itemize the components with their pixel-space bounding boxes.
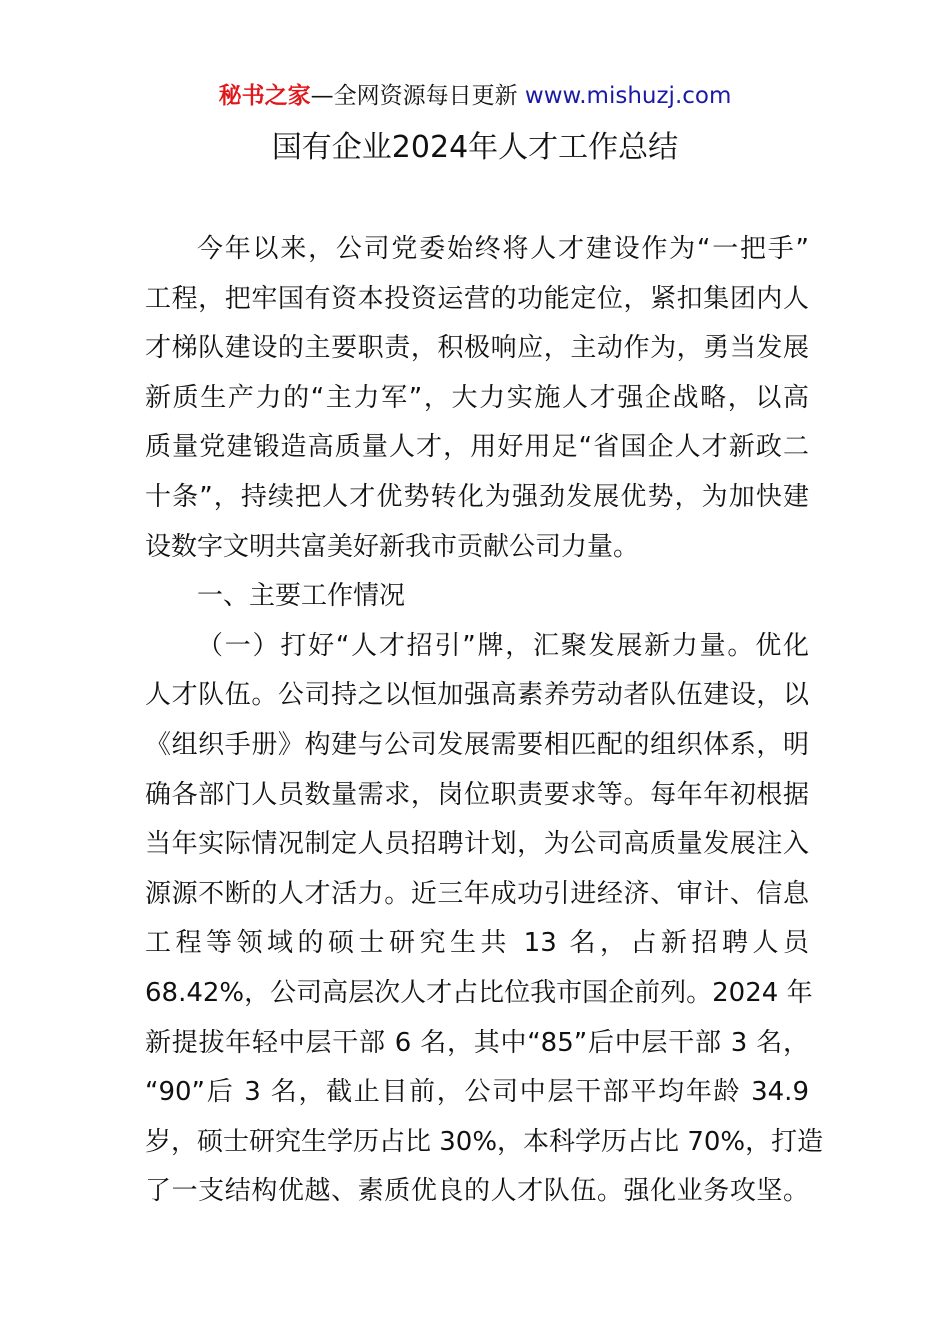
site-url-link[interactable]: www.mishuzj.com (524, 83, 732, 109)
body-line: 质量党建锻造高质量人才，用好用足“省国企人才新政二 (145, 432, 809, 463)
site-header (0, 80, 950, 112)
body-line: 新质生产力的“主力军”，大力实施人才强企战略，以高 (145, 382, 809, 413)
document-title: 国有企业2024年人才工作总结 (271, 130, 679, 165)
site-tagline: —全网资源每日更新 (310, 83, 525, 109)
body-line: 十条”，持续把人才优势转化为强劲发展优势，为加快建 (145, 481, 809, 512)
body-line: 人才队伍。公司持之以恒加强高素养劳动者队伍建设，以 (145, 680, 809, 711)
body-line: 工程等领域的硕士研究生共 13 名，占新招聘人员 (145, 928, 809, 959)
body-line: 68.42%，公司高层次人才占比位我市国企前列。2024 年 (145, 977, 813, 1008)
body-line: 才梯队建设的主要职责，积极响应，主动作为，勇当发展 (145, 333, 809, 364)
body-line: 岁，硕士研究生学历占比 30%，本科学历占比 70%，打造 (145, 1126, 824, 1157)
body-line: 今年以来，公司党委始终将人才建设作为“一把手” (197, 234, 809, 264)
body-line: 当年实际情况制定人员招聘计划，为公司高质量发展注入 (145, 829, 809, 860)
document-body (145, 225, 824, 1217)
section-heading: 一、主要工作情况 (197, 581, 406, 612)
body-line: 源源不断的人才活力。近三年成功引进经济、审计、信息 (145, 878, 809, 909)
body-line: 设数字文明共富美好新我市贡献公司力量。 (145, 531, 640, 562)
body-line: 了一支结构优越、素质优良的人才队伍。强化业务攻坚。 (145, 1176, 809, 1207)
site-brand: 秘书之家 (218, 83, 311, 109)
body-line: “90”后 3 名，截止目前，公司中层干部平均年龄 34.9 (145, 1077, 809, 1108)
body-line: 工程，把牢国有资本投资运营的功能定位，紧扣集团内人 (145, 283, 809, 314)
body-line: 确各部门人员数量需求，岗位职责要求等。每年年初根据 (145, 779, 809, 810)
body-line: （一）打好“人才招引”牌，汇聚发展新力量。优化 (197, 630, 809, 661)
body-line: 《组织手册》构建与公司发展需要相匹配的组织体系，明 (145, 729, 809, 760)
body-line: 新提拔年轻中层干部 6 名，其中“85”后中层干部 3 名， (145, 1027, 809, 1058)
